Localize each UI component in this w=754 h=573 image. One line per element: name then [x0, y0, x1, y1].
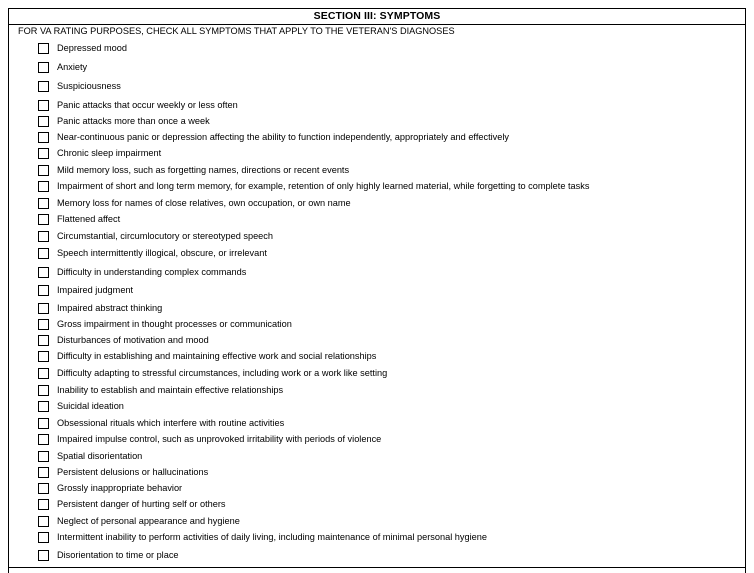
symptom-label: Mild memory loss, such as forgetting names, directions or recent events [57, 165, 350, 175]
symptom-label: Inability to establish and maintain effective relationships [57, 385, 284, 395]
symptoms-section [8, 8, 746, 573]
symptom-checkbox[interactable] [38, 285, 49, 296]
symptom-row [9, 499, 745, 513]
symptom-checkbox[interactable] [38, 418, 49, 429]
symptom-row [9, 434, 745, 448]
symptom-checkbox[interactable] [38, 368, 49, 379]
symptom-row [9, 116, 745, 130]
symptom-row [9, 181, 745, 195]
section-title: SECTION III: SYMPTOMS [9, 9, 745, 25]
symptom-checkbox[interactable] [38, 181, 49, 192]
symptom-label: Memory loss for names of close relatives, own occupation, or own name [57, 198, 351, 208]
symptom-checkbox[interactable] [38, 62, 49, 73]
symptom-label: Impaired abstract thinking [57, 303, 163, 313]
symptom-row [9, 285, 745, 299]
symptom-checkbox[interactable] [38, 303, 49, 314]
symptom-row [9, 248, 745, 262]
symptom-row [9, 165, 745, 179]
symptom-label: Speech intermittently illogical, obscure, or irrelevant [57, 248, 267, 258]
symptom-label: Suspiciousness [57, 81, 121, 91]
symptom-label: Disturbances of motivation and mood [57, 335, 209, 345]
symptom-checkbox[interactable] [38, 148, 49, 159]
symptom-checkbox[interactable] [38, 132, 49, 143]
symptom-label: Disorientation to time or place [57, 550, 179, 560]
symptom-label: Obsessional rituals which interfere with routine activities [57, 418, 285, 428]
symptom-row [9, 451, 745, 465]
symptom-label: Persistent danger of hurting self or others [57, 499, 226, 509]
symptom-label: Panic attacks that occur weekly or less often [57, 100, 238, 110]
symptom-label: Anxiety [57, 62, 88, 72]
symptom-checkbox[interactable] [38, 385, 49, 396]
symptom-label: Spatial disorientation [57, 451, 143, 461]
symptom-label: Chronic sleep impairment [57, 148, 162, 158]
symptom-checkbox[interactable] [38, 214, 49, 225]
symptom-checkbox[interactable] [38, 231, 49, 242]
symptom-checkbox[interactable] [38, 319, 49, 330]
symptom-label: Grossly inappropriate behavior [57, 483, 183, 493]
symptom-checkbox[interactable] [38, 499, 49, 510]
symptom-row [9, 81, 745, 95]
symptom-row [9, 532, 745, 546]
symptom-row [9, 303, 745, 317]
symptom-label: Impaired impulse control, such as unprovoked irritability with periods of violence [57, 434, 382, 444]
symptom-row [9, 43, 745, 57]
symptom-row [9, 267, 745, 281]
symptom-label: Circumstantial, circumlocutory or stereotyped speech [57, 231, 273, 241]
symptom-row [9, 335, 745, 349]
symptom-row [9, 231, 745, 245]
symptom-label: Panic attacks more than once a week [57, 116, 210, 126]
symptom-checkbox[interactable] [38, 248, 49, 259]
symptom-row [9, 62, 745, 76]
symptom-label: Intermittent inability to perform activities of daily living, including maintenance of minimal personal hygiene [57, 532, 487, 542]
symptom-checkbox[interactable] [38, 532, 49, 543]
symptom-row [9, 214, 745, 228]
symptom-checkbox[interactable] [38, 351, 49, 362]
symptom-checkbox[interactable] [38, 267, 49, 278]
symptom-row [9, 132, 745, 146]
symptom-label: Difficulty adapting to stressful circumstances, including work or a work like setting [57, 368, 388, 378]
symptom-label: Difficulty in understanding complex commands [57, 267, 247, 277]
symptom-row [9, 368, 745, 382]
symptom-label: Gross impairment in thought processes or communication [57, 319, 292, 329]
symptom-checkbox[interactable] [38, 483, 49, 494]
symptom-label: Depressed mood [57, 43, 127, 53]
symptom-row [9, 401, 745, 415]
symptom-label: Neglect of personal appearance and hygiene [57, 516, 240, 526]
section-bottom-divider [9, 567, 745, 568]
section-instruction: FOR VA RATING PURPOSES, CHECK ALL SYMPTOMS THAT APPLY TO THE VETERAN'S DIAGNOSES [18, 26, 455, 36]
symptom-row [9, 483, 745, 497]
symptom-label: Impaired judgment [57, 285, 134, 295]
symptom-row [9, 516, 745, 530]
symptom-label: Persistent delusions or hallucinations [57, 467, 209, 477]
symptom-checkbox[interactable] [38, 198, 49, 209]
symptom-checkbox[interactable] [38, 401, 49, 412]
symptom-checkbox[interactable] [38, 467, 49, 478]
symptom-checkbox[interactable] [38, 100, 49, 111]
symptom-row [9, 319, 745, 333]
symptom-label: Impairment of short and long term memory, for example, retention of only highly learned material, while forgetting to complete tasks [57, 181, 590, 191]
symptom-checkbox[interactable] [38, 116, 49, 127]
symptom-label: Flattened affect [57, 214, 121, 224]
symptom-checkbox[interactable] [38, 451, 49, 462]
symptom-label: Difficulty in establishing and maintaining effective work and social relationships [57, 351, 377, 361]
symptom-row [9, 198, 745, 212]
symptom-label: Near-continuous panic or depression affecting the ability to function independently, appropriately and effectively [57, 132, 510, 142]
symptom-row [9, 385, 745, 399]
symptom-checkbox[interactable] [38, 516, 49, 527]
symptom-checkbox[interactable] [38, 550, 49, 561]
symptom-row [9, 550, 745, 564]
symptom-checkbox[interactable] [38, 43, 49, 54]
symptom-row [9, 418, 745, 432]
symptom-checkbox[interactable] [38, 335, 49, 346]
symptom-checkbox[interactable] [38, 434, 49, 445]
symptom-row [9, 100, 745, 114]
symptom-label: Suicidal ideation [57, 401, 124, 411]
symptom-row [9, 467, 745, 481]
symptom-checkbox[interactable] [38, 165, 49, 176]
symptom-row [9, 148, 745, 162]
symptom-checkbox[interactable] [38, 81, 49, 92]
symptom-row [9, 351, 745, 365]
